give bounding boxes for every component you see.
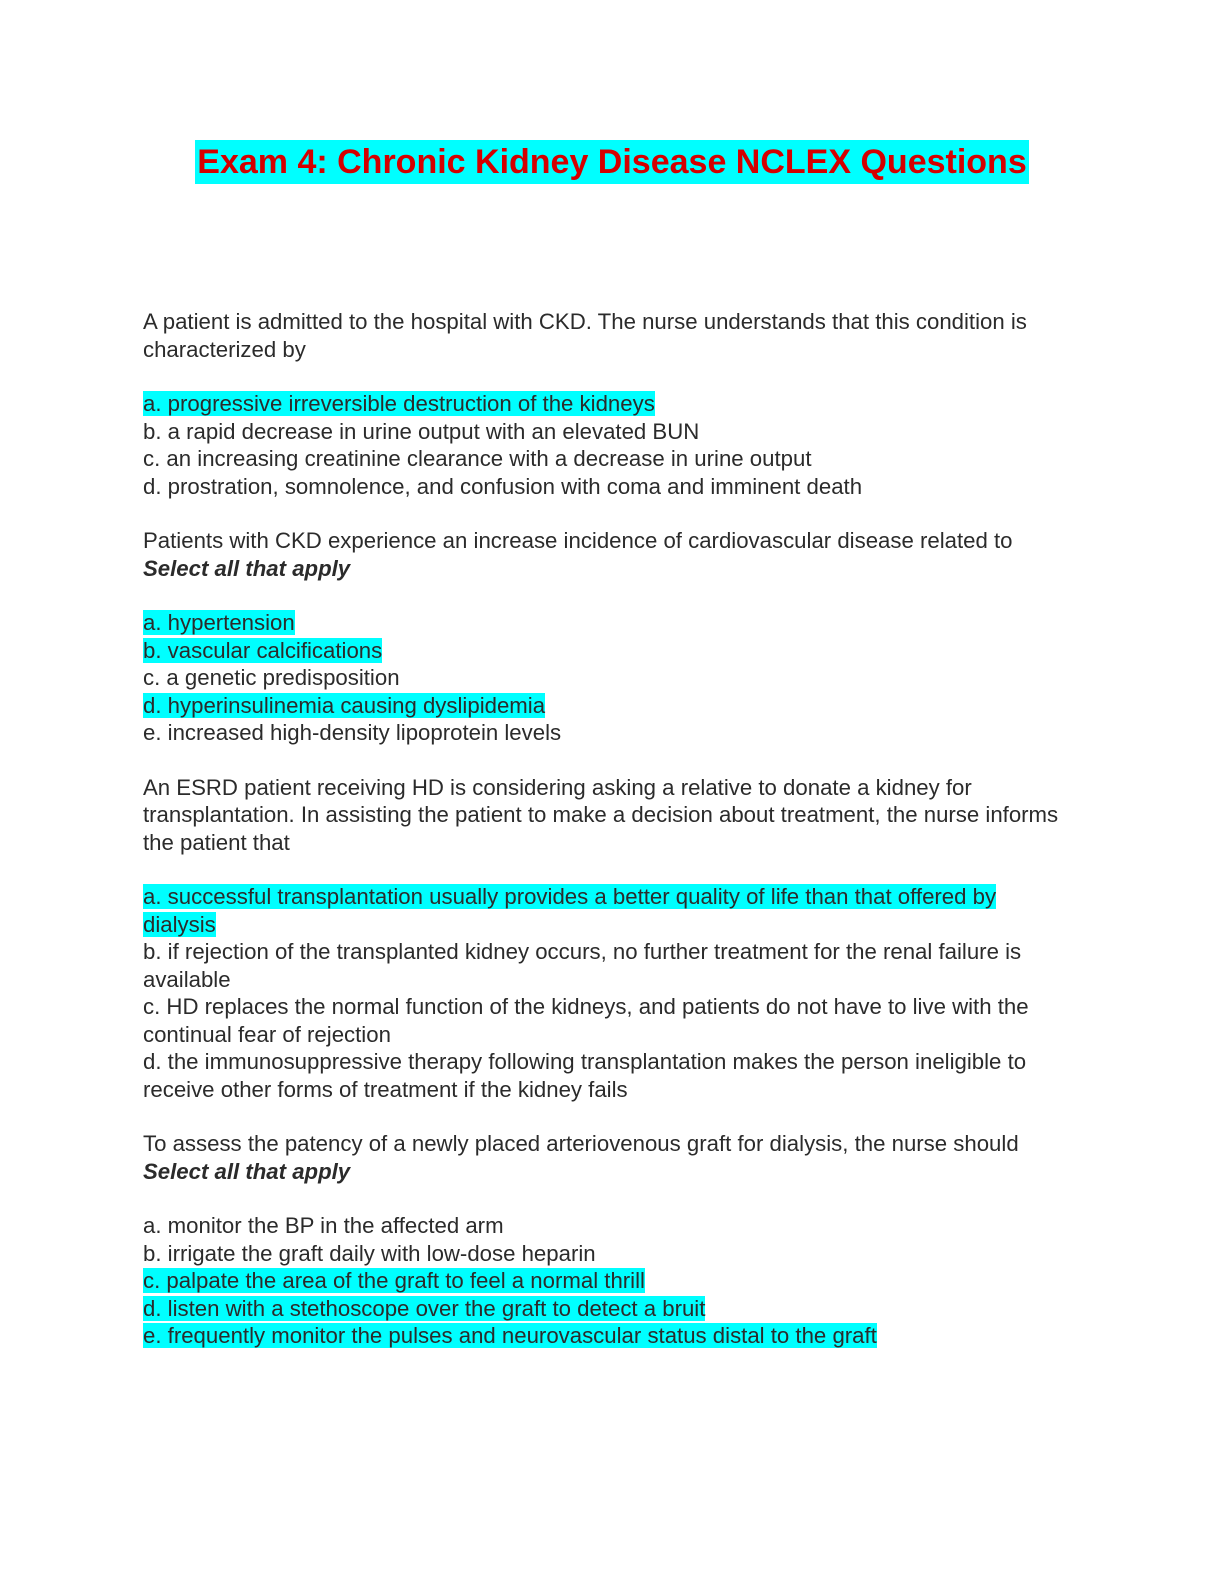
option-text: c. HD replaces the normal function of the kidneys, and patients do not have to live with the continual fear of rejection [143, 994, 1029, 1047]
option-item [143, 445, 1073, 473]
title-container [0, 140, 1224, 184]
option-item [143, 664, 1073, 692]
option-text: e. increased high-density lipoprotein levels [143, 720, 562, 745]
page-title: Exam 4: Chronic Kidney Disease NCLEX Questions [195, 140, 1028, 184]
questions-content [143, 308, 1073, 1377]
option-text-highlighted: d. listen with a stethoscope over the graft to detect a bruit [143, 1295, 706, 1321]
option-text: d. the immunosuppressive therapy following transplantation makes the person ineligible to receive other forms of treatment if the kidney fails [143, 1049, 1027, 1102]
option-text-highlighted: a. hypertension [143, 610, 295, 635]
question-stem [143, 527, 1073, 582]
option-text-highlighted: a. successful transplantation usually provides a better quality of life than that offered by dialysis [143, 884, 997, 937]
option-text: b. a rapid decrease in urine output with an elevated BUN [143, 418, 700, 444]
option-text-highlighted: e. frequently monitor the pulses and neurovascular status distal to the graft [143, 1323, 877, 1348]
option-text: c. an increasing creatinine clearance with a decrease in urine output [143, 446, 812, 471]
option-item [143, 719, 1073, 747]
question-stem-text: An ESRD patient receiving HD is considering asking a relative to donate a kidney for transplantation. In assisting the patient to make a decision about treatment, the nurse informs the patient that [143, 774, 1059, 855]
option-text: d. prostration, somnolence, and confusion with coma and imminent death [143, 473, 863, 499]
option-list [143, 609, 1073, 747]
option-text: b. irrigate the graft daily with low-dose heparin [143, 1240, 596, 1266]
option-list [143, 1212, 1073, 1350]
option-item [143, 1267, 1073, 1295]
option-item [143, 418, 1073, 446]
option-item [143, 883, 1073, 938]
option-item [143, 993, 1073, 1048]
option-list [143, 883, 1073, 1103]
option-text-highlighted: c. palpate the area of the graft to feel a normal thrill [143, 1268, 645, 1293]
option-text-highlighted: a. progressive irreversible destruction of the kidneys [143, 391, 655, 416]
select-all-instruction: Select all that apply [143, 1158, 351, 1184]
option-item [143, 473, 1073, 501]
select-all-instruction: Select all that apply [143, 555, 351, 581]
question-stem-text: A patient is admitted to the hospital with CKD. The nurse understands that this condition is characterized by [143, 309, 1027, 362]
option-text-highlighted: b. vascular calcifications [143, 637, 383, 663]
option-item [143, 637, 1073, 665]
option-item [143, 692, 1073, 720]
option-item [143, 390, 1073, 418]
question-stem-text: To assess the patency of a newly placed arteriovenous graft for dialysis, the nurse should [143, 1131, 1019, 1156]
question-stem-text: Patients with CKD experience an increase incidence of cardiovascular disease related to [143, 528, 1013, 553]
question-stem [143, 308, 1073, 363]
option-item [143, 1295, 1073, 1323]
option-item [143, 609, 1073, 637]
question-stem [143, 774, 1073, 857]
option-item [143, 1240, 1073, 1268]
option-text: a. monitor the BP in the affected arm [143, 1213, 504, 1238]
option-item [143, 1048, 1073, 1103]
option-text: c. a genetic predisposition [143, 665, 400, 690]
option-item [143, 938, 1073, 993]
option-list [143, 390, 1073, 500]
question-stem [143, 1130, 1073, 1185]
option-text-highlighted: d. hyperinsulinemia causing dyslipidemia [143, 692, 546, 718]
option-item [143, 1212, 1073, 1240]
option-item [143, 1322, 1073, 1350]
option-text: b. if rejection of the transplanted kidney occurs, no further treatment for the renal failure is available [143, 939, 1022, 992]
